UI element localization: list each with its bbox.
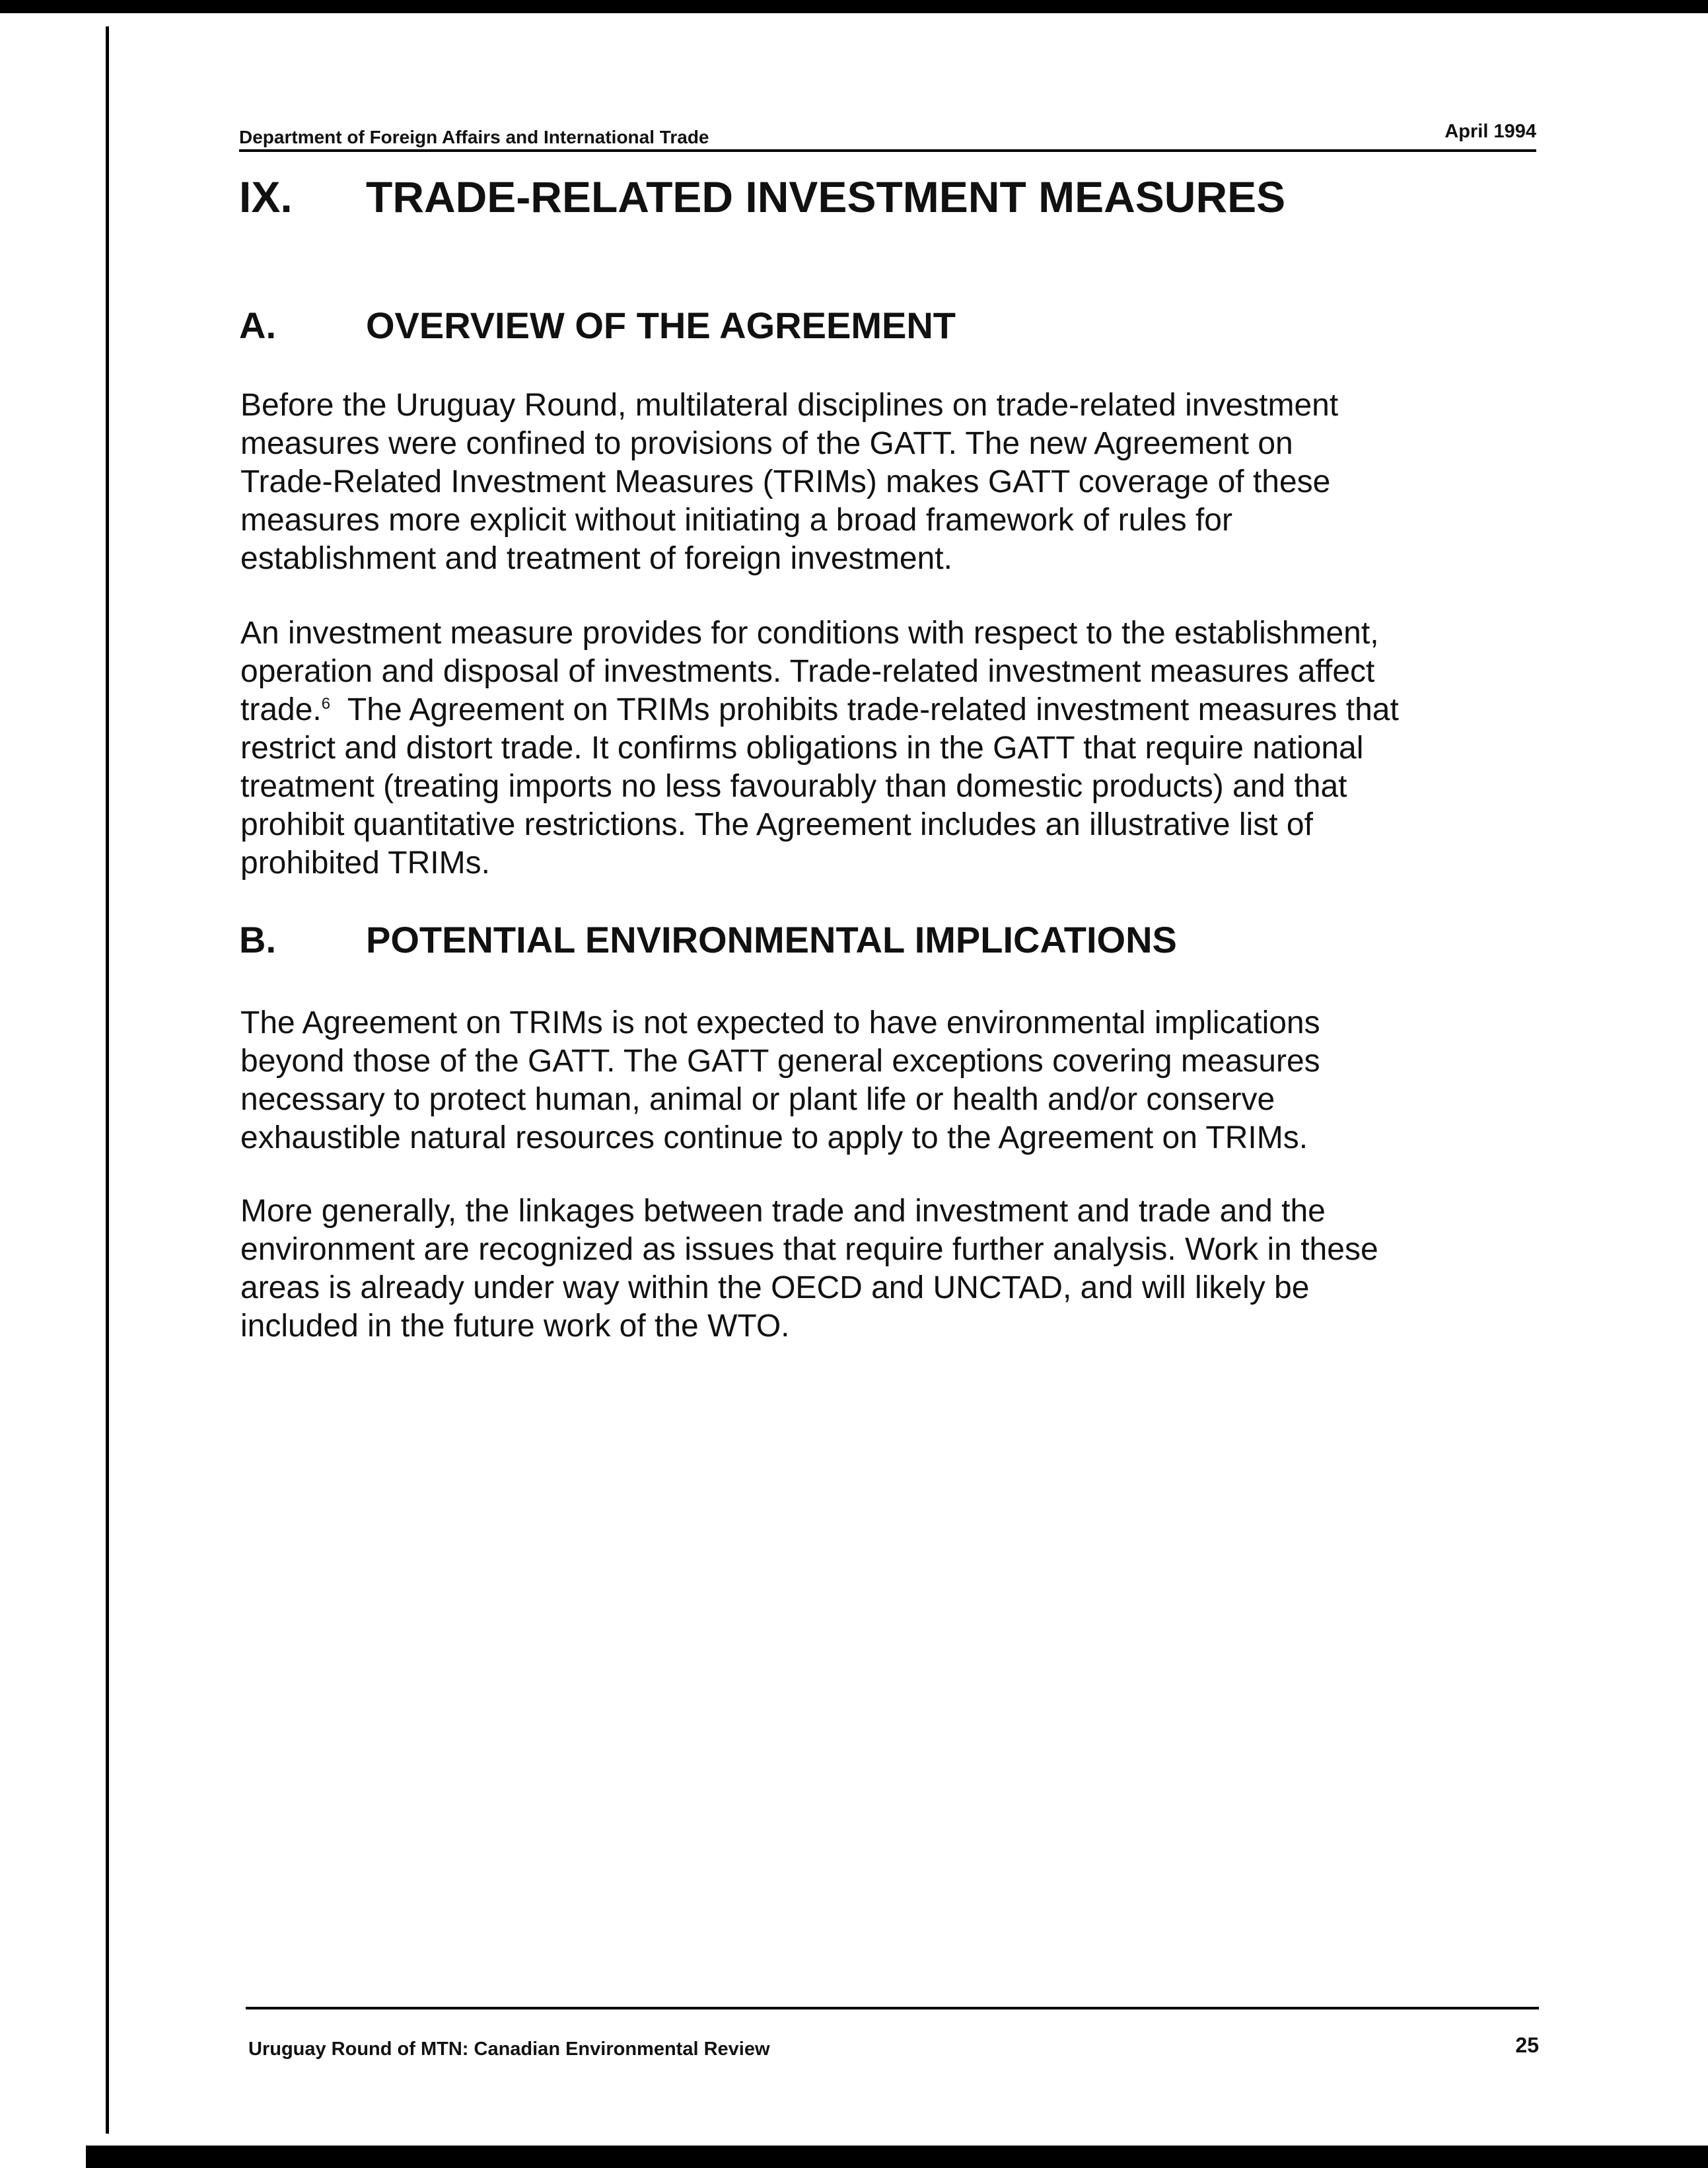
page-header [239, 118, 1536, 152]
text-line: An investment measure provides for conditions with respect to the establishment, [240, 616, 1379, 651]
section-heading-b [239, 920, 1177, 960]
text-line: restrict and distort trade. It confirms obligations in the GATT that require national [240, 731, 1364, 766]
section-heading-text: OVERVIEW OF THE AGREEMENT [366, 305, 956, 346]
paragraph-implications-2 [240, 1192, 1548, 1346]
text-line: exhaustible natural resources continue to apply to the Agreement on TRIMs. [240, 1120, 1308, 1155]
paragraph-implications-1 [240, 1004, 1548, 1157]
text-line: The Agreement on TRIMs is not expected to have environmental implications [240, 1005, 1320, 1040]
text-line: establishment and treatment of foreign investment. [240, 541, 952, 576]
scan-border-top [0, 0, 1708, 13]
text-line: measures more explicit without initiating a broad framework of rules for [240, 503, 1232, 538]
text-line: measures were confined to provisions of the GATT. The new Agreement on [240, 426, 1293, 461]
footer-rule [246, 2007, 1539, 2009]
section-letter: B. [239, 919, 276, 960]
text-line-with-footnote [240, 691, 1548, 729]
chapter-number: IX. [239, 172, 293, 221]
text-line: necessary to protect human, animal or plant life or health and/or conserve [240, 1082, 1275, 1117]
text-line: prohibited TRIMs. [240, 846, 490, 881]
header-date: April 1994 [1444, 121, 1536, 142]
section-heading-a [239, 305, 956, 346]
paragraph-overview-1 [240, 386, 1548, 578]
text-line: environment are recognized as issues that require further analysis. Work in these [240, 1232, 1378, 1267]
chapter-title-text: TRADE-RELATED INVESTMENT MEASURES [366, 172, 1286, 221]
text-line: Before the Uruguay Round, multilateral disciplines on trade-related investment [240, 388, 1339, 423]
footnote-reference[interactable]: 6 [321, 695, 331, 713]
section-letter: A. [239, 305, 276, 346]
text-line: Trade-Related Investment Measures (TRIMs) makes GATT coverage of these [240, 464, 1331, 499]
text-line: operation and disposal of investments. Trade-related investment measures affect [240, 654, 1375, 689]
text-fragment: trade. [240, 692, 322, 727]
text-line: included in the future work of the WTO. [240, 1309, 790, 1344]
page-number: 25 [1515, 2033, 1539, 2057]
chapter-title [239, 173, 1285, 221]
text-line: beyond those of the GATT. The GATT general exceptions covering measures [240, 1044, 1320, 1079]
text-line: prohibit quantitative restrictions. The Agreement includes an illustrative list of [240, 807, 1313, 842]
header-department: Department of Foreign Affairs and International Trade [239, 127, 709, 147]
scan-border-left [106, 26, 109, 2134]
text-line: treatment (treating imports no less favourably than domestic products) and that [240, 769, 1347, 804]
scan-border-bottom [86, 2146, 1708, 2168]
text-fragment: The Agreement on TRIMs prohibits trade-related investment measures that [347, 692, 1399, 727]
footer-publication: Uruguay Round of MTN: Canadian Environmental Review [248, 2039, 770, 2060]
paragraph-overview-2 [240, 614, 1548, 883]
section-heading-text: POTENTIAL ENVIRONMENTAL IMPLICATIONS [366, 919, 1177, 960]
header-rule [239, 149, 1536, 152]
text-line: More generally, the linkages between trade and investment and trade and the [240, 1194, 1326, 1229]
text-line: areas is already under way within the OECD and UNCTAD, and will likely be [240, 1270, 1310, 1305]
